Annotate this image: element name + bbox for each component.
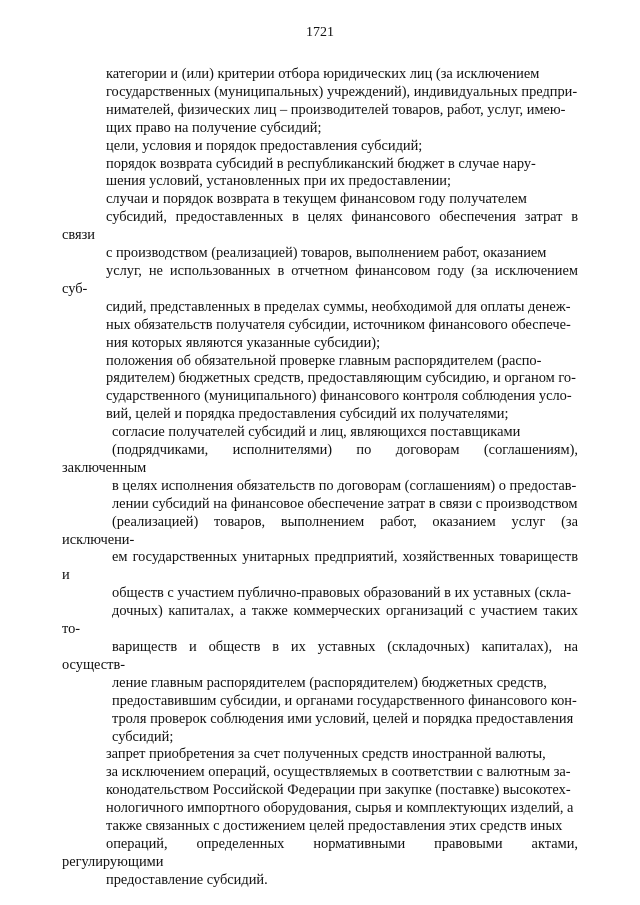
text-line: (подрядчиками, исполнителями) по договорам (соглашениям), заключенным <box>62 442 578 476</box>
text-line: лении субсидий на финансовое обеспечение затрат в связи с производством <box>112 495 578 512</box>
text-line: сударственного (муниципального) финансового контроля соблюдения усло- <box>106 388 572 405</box>
text-line: нимателей, физических лиц – производителей товаров, работ, услуг, имею- <box>106 101 566 118</box>
text-line: случаи и порядок возврата в текущем финансовом году получателем <box>106 191 527 208</box>
text-line: предоставление субсидий. <box>106 871 268 888</box>
text-line: троля проверок соблюдения ими условий, целей и порядка предоставления <box>112 710 574 727</box>
paragraph-currency-ban <box>62 746 578 889</box>
text-line: вариществ и обществ в их уставных (складочных) капиталах), на осуществ- <box>62 639 578 673</box>
text-line: положения об обязательной проверке главным распорядителем (распо- <box>106 352 542 369</box>
text-line: (реализацией) товаров, выполнением работ, оказанием услуг (за исключени- <box>62 513 578 548</box>
text-line: субсидий; <box>112 728 174 745</box>
text-line: конодательством Российской Федерации при закупке (поставке) высокотех- <box>106 782 571 799</box>
text-line: вий, целей и порядка предоставления субсидий их получателями; <box>106 406 509 423</box>
text-line: с производством (реализацией) товаров, выполнением работ, оказанием <box>106 245 547 262</box>
text-line: обществ с участием публично-правовых образований в их уставных (скла- <box>112 585 571 602</box>
text-line: порядок возврата субсидий в республиканский бюджет в случае нару- <box>106 155 536 172</box>
paragraph-goals-conditions <box>62 138 578 156</box>
paragraph-selection-criteria <box>62 66 578 138</box>
text-line: сидий, представленных в пределах суммы, необходимой для оплаты денеж- <box>106 298 571 315</box>
text-line: предоставившим субсидии, и органами государственного финансового кон- <box>112 692 577 709</box>
text-line: щих право на получение субсидий; <box>106 119 322 136</box>
text-line: государственных (муниципальных) учреждений), индивидуальных предпри- <box>106 83 578 100</box>
text-line: ление главным распорядителем (распорядителем) бюджетных средств, <box>112 674 547 691</box>
text-line: операций, определенных нормативными правовыми актами, регулирующими <box>62 835 578 870</box>
paragraph-mandatory-check <box>62 353 578 425</box>
text-line: нологичного импортного оборудования, сырья и комплектующих изделий, а <box>106 800 574 817</box>
text-line: ных обязательств получателя субсидии, источником финансового обеспече- <box>106 316 571 333</box>
text-line: рядителем) бюджетных средств, предоставляющим субсидию, и органом го- <box>106 370 576 387</box>
text-line: категории и (или) критерии отбора юридических лиц (за исключением <box>106 66 540 82</box>
text-line: в целях исполнения обязательств по договорам (соглашениям) о предостав- <box>112 477 577 494</box>
paragraph-return-cases <box>62 191 578 352</box>
text-line: цели, условия и порядок предоставления субсидий; <box>106 137 423 154</box>
document-body <box>62 66 578 890</box>
text-line: субсидий, предоставленных в целях финансового обеспечения затрат в связи <box>62 209 578 244</box>
text-line: дочных) капиталах, а также коммерческих организаций с участием таких то- <box>62 603 578 638</box>
text-line: согласие получателей субсидий и лиц, являющихся поставщиками <box>112 424 521 441</box>
text-line: ния которых являются указанные субсидии); <box>106 334 381 351</box>
page-number: 1721 <box>306 25 334 40</box>
text-line: ем государственных унитарных предприятий, хозяйственных товариществ и <box>62 549 578 584</box>
paragraph-recipient-consent <box>62 424 578 746</box>
text-line: шения условий, установленных при их предоставлении; <box>106 173 451 190</box>
text-line: также связанных с достижением целей предоставления этих средств иных <box>106 818 563 835</box>
text-line: услуг, не использованных в отчетном финансовом году (за исключением суб- <box>62 262 578 297</box>
text-line: запрет приобретения за счет полученных средств иностранной валюты, <box>106 746 546 763</box>
paragraph-return-procedure <box>62 156 578 192</box>
text-line: за исключением операций, осуществляемых в соответствии с валютным за- <box>106 764 571 781</box>
